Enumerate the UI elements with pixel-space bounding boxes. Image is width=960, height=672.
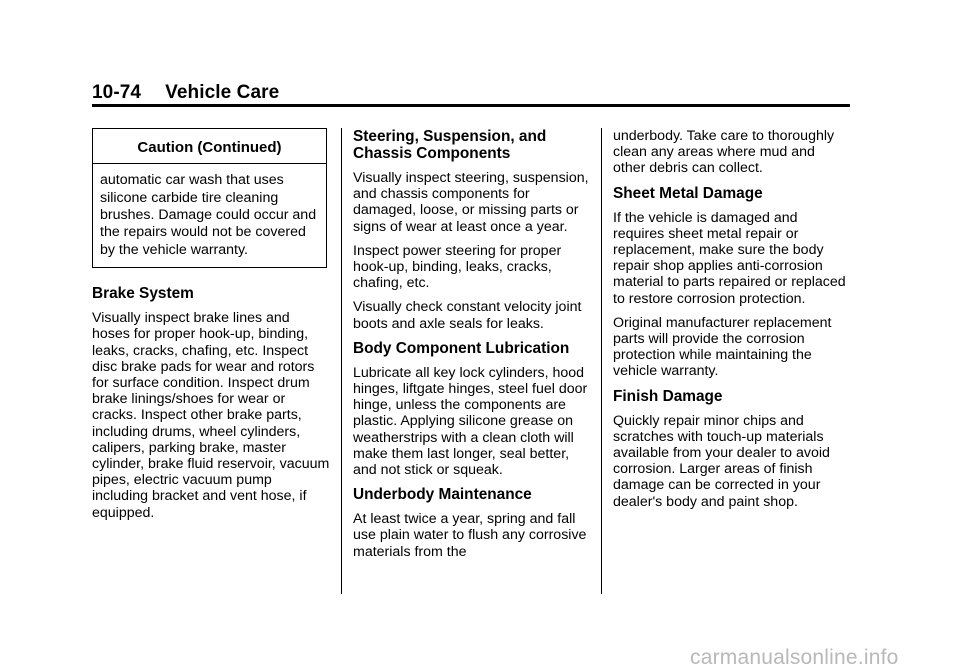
brake-system-heading: Brake System: [92, 285, 194, 303]
steering-paragraph: Visually check constant velocity joint boots and axle seals for leaks.: [353, 299, 582, 332]
column-1: [92, 128, 330, 529]
finish-damage-text: Quickly repair minor chips and scratches with touch-up materials available from your dealer to avoid corrosion. Larger areas of finish damage can be corrected in your dealer's body and paint shop.: [613, 412, 830, 510]
sheet-metal-paragraph: If the vehicle is damaged and requires sheet metal repair or replacement, make sure the body repair shop applies anti-corrosion material to parts repaired or replaced to restore corrosion protection.: [613, 209, 846, 307]
section-title: Vehicle Care: [165, 82, 280, 103]
caution-text: automatic car wash that uses silicone carbide tire cleaning brushes. Damage could occur and the repairs would not be covered by the vehicle warranty.: [100, 172, 317, 258]
sheet-metal-heading: Sheet Metal Damage: [613, 184, 763, 202]
steering-heading: Steering, Suspension, and Chassis Components: [353, 128, 547, 162]
column-2: [353, 128, 591, 568]
steering-paragraph: Inspect power steering for proper hook-up, binding, leaks, cracks, chafing, etc.: [353, 242, 562, 292]
underbody-heading: Underbody Maintenance: [353, 486, 532, 504]
sheet-metal-paragraph: Original manufacturer replacement parts will provide the corrosion protection while maintaining the vehicle warranty.: [613, 314, 832, 380]
header-rule: [92, 104, 850, 107]
caution-box: [92, 128, 327, 268]
watermark: carmanualsonline.info: [690, 646, 899, 669]
underbody-text-part1: At least twice a year, spring and fall use plain water to flush any corrosive materials from the: [353, 511, 587, 560]
underbody-text-part2: underbody. Take care to thoroughly clean any areas where mud and other debris can collect.: [613, 128, 835, 177]
caution-title: Caution (Continued): [93, 129, 326, 164]
page-header: [92, 82, 279, 104]
column-divider-1: [341, 128, 342, 594]
finish-damage-heading: Finish Damage: [613, 387, 723, 405]
body-lubrication-text: Lubricate all key lock cylinders, hood hinges, liftgate hinges, steel fuel door hinge, unless the components are plastic. Applying silicone grease on weatherstrips with a clean cloth will make them last longer, seal better, and not stick or squeak.: [353, 364, 588, 479]
body-lubrication-heading: Body Component Lubrication: [353, 339, 570, 357]
brake-system-text: Visually inspect brake lines and hoses for proper hook-up, binding, leaks, cracks, chafing, etc. Inspect disc brake pads for wear and rotors for surface condition. Inspect drum brake linings/shoes for wear or cracks. Inspect other brake parts, including drums, wheel cylinders, calipers, parking brake, master cylinder, brake fluid reservoir, vacuum pipes, electric vacuum pump including bracket and vent hose, if equipped.: [92, 310, 330, 521]
steering-paragraph: Visually inspect steering, suspension, and chassis components for damaged, loose, or missing parts or signs of wear at least once a year.: [353, 170, 589, 235]
column-divider-2: [601, 128, 602, 594]
column-3: [613, 128, 851, 518]
page-number: 10-74: [92, 82, 142, 103]
